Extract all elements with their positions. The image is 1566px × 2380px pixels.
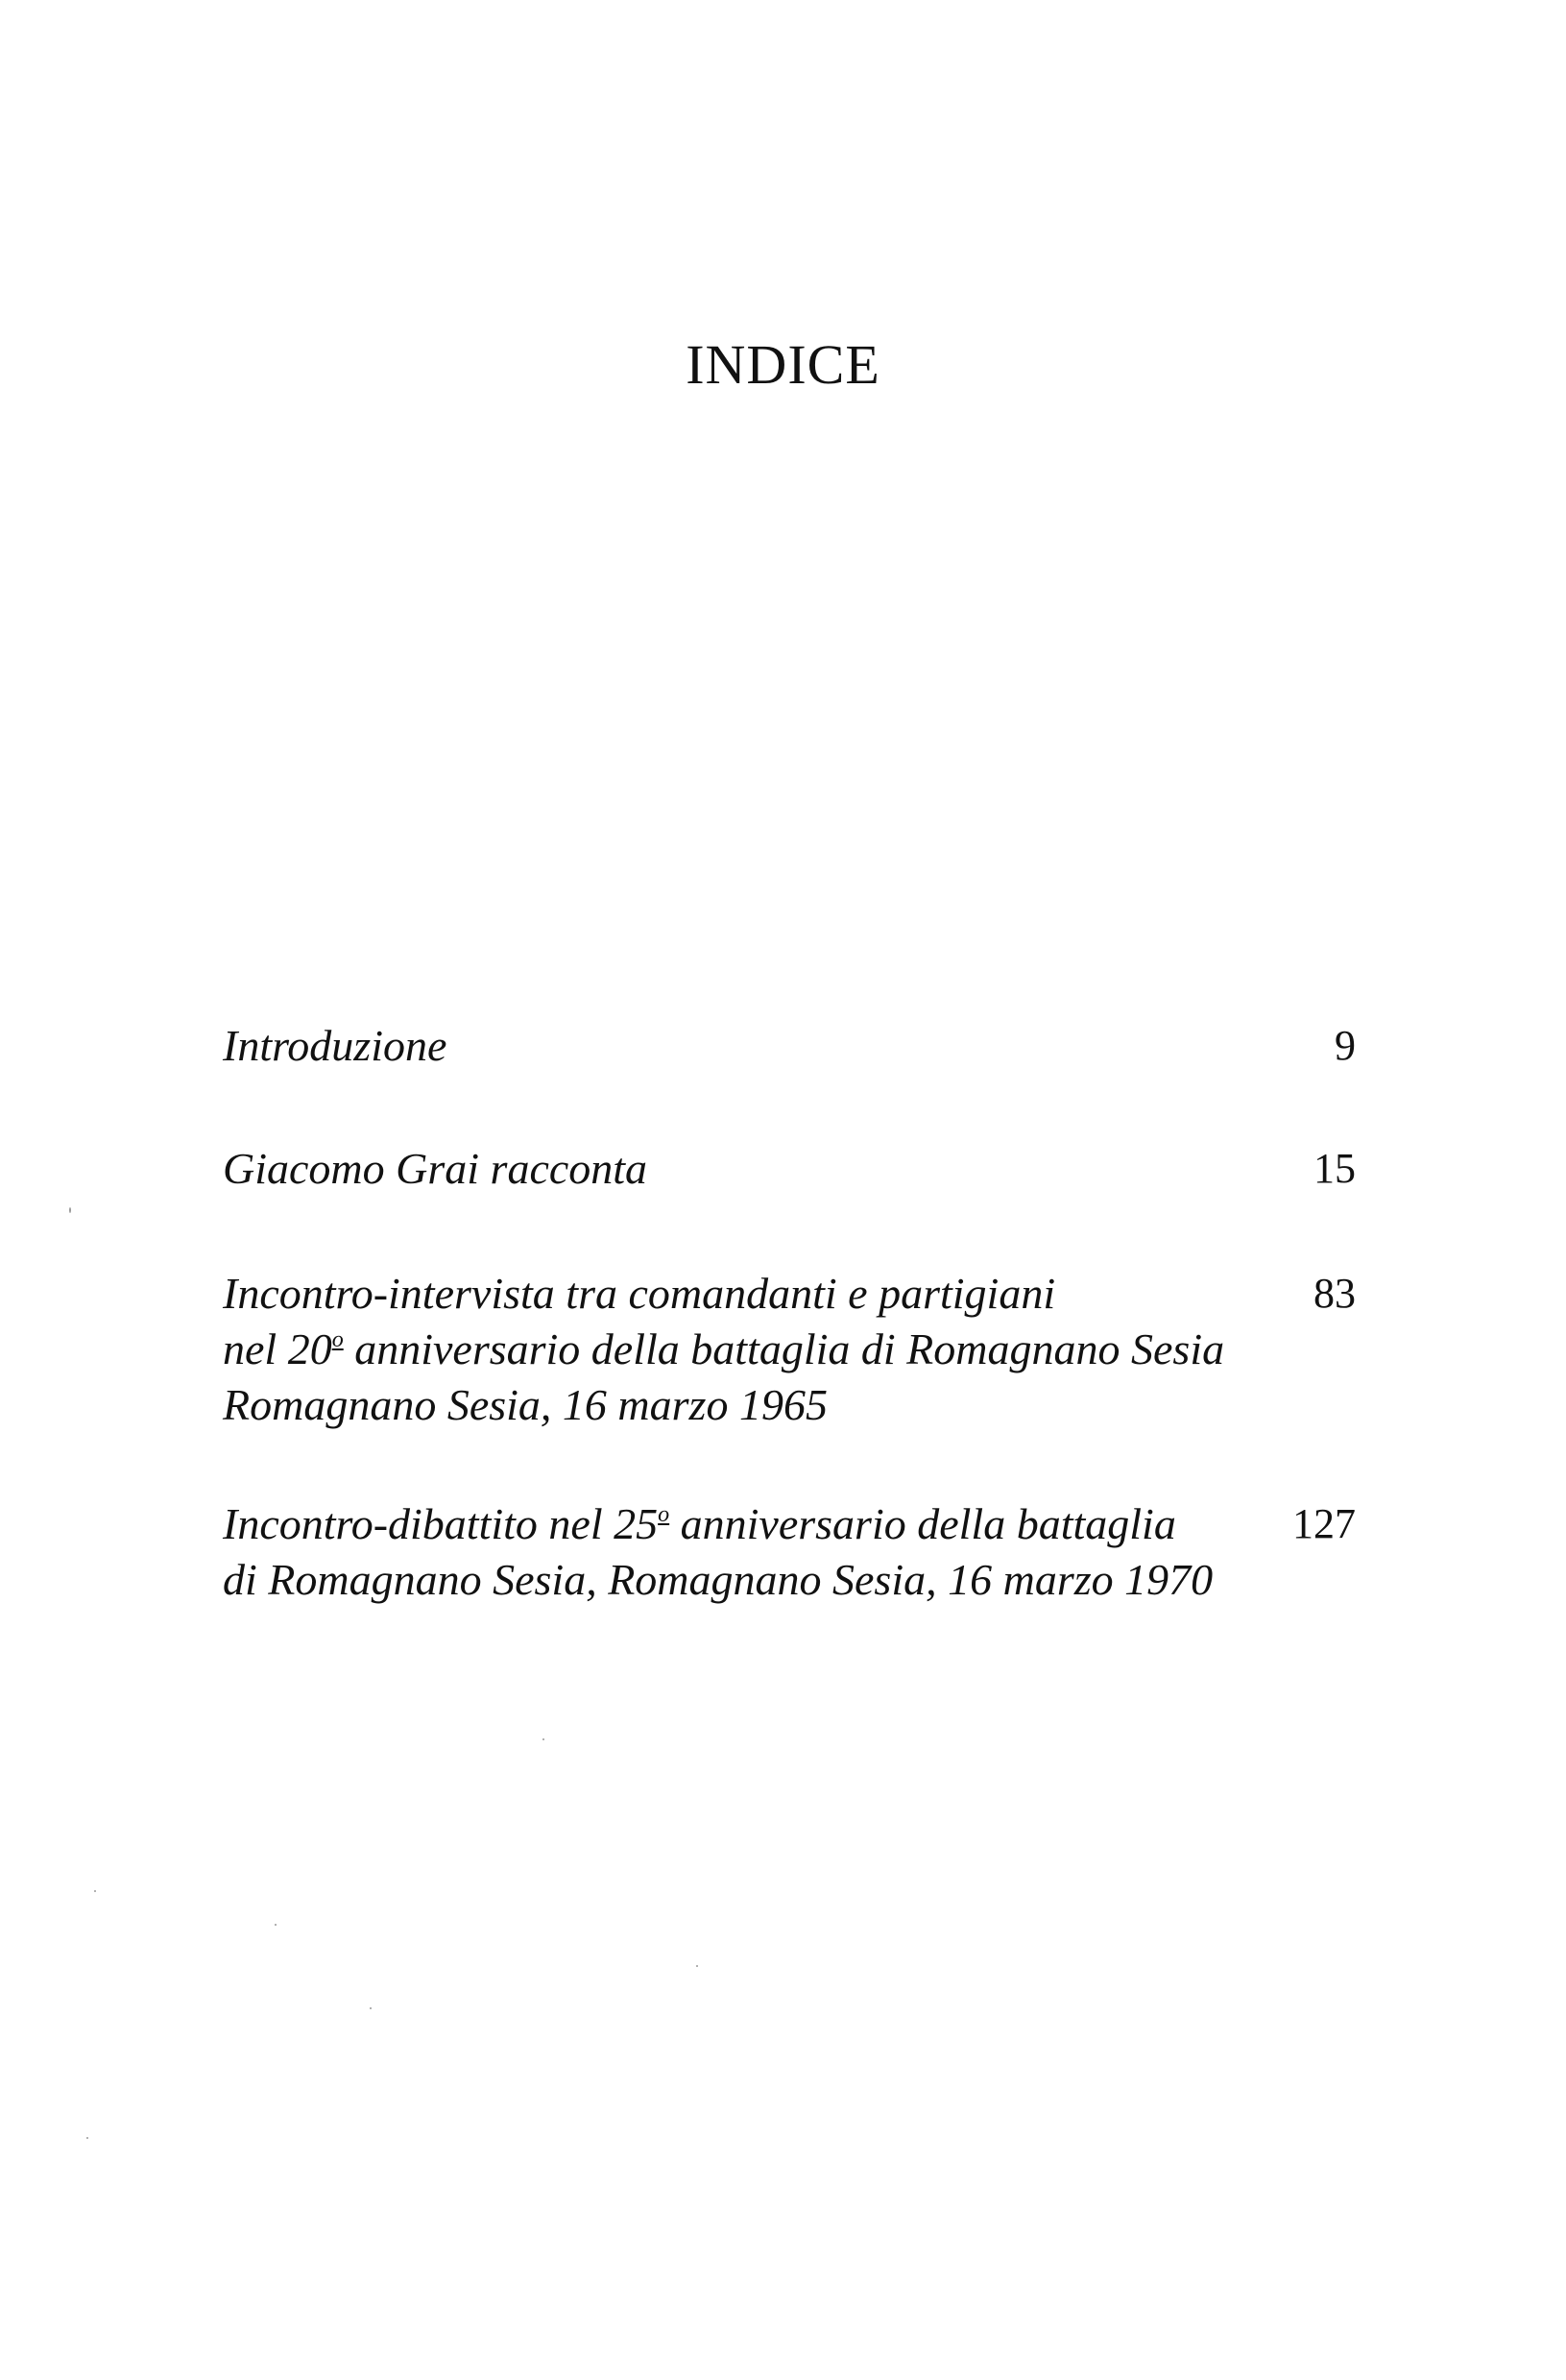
toc-line-text: anniversario della battaglia di Romagnano Sesia — [343, 1324, 1225, 1373]
toc-entry-line: Introduzione — [223, 1021, 447, 1070]
toc-entry-line: di Romagnano Sesia, Romagnano Sesia, 16 marzo 1970 — [223, 1555, 1214, 1604]
scan-speck — [370, 2007, 372, 2009]
toc-line-text: anniversario della battaglia — [669, 1499, 1176, 1548]
toc-page-number: 83 — [1313, 1270, 1356, 1317]
toc-entry-line — [223, 1322, 1241, 1377]
toc-line-text: nel 20 — [223, 1324, 332, 1373]
toc-entry-line — [223, 1496, 1241, 1552]
scan-speck — [69, 1207, 71, 1213]
scan-speck — [86, 2137, 88, 2139]
scan-speck — [275, 1924, 277, 1926]
page-title: INDICE — [686, 333, 880, 396]
toc-page-number: 9 — [1335, 1022, 1356, 1069]
toc-entry-line: Incontro-intervista tra comandanti e partigiani — [223, 1269, 1056, 1318]
toc-entry-title — [223, 1141, 1241, 1197]
ordinal-indicator: o — [331, 1327, 344, 1352]
toc-line-text: Incontro-dibattito nel 25 — [223, 1499, 659, 1548]
toc-entry-title — [223, 1018, 1241, 1074]
ordinal-indicator: o — [658, 1502, 670, 1527]
toc-entry-title — [223, 1496, 1241, 1608]
toc-entry-title — [223, 1266, 1241, 1433]
toc-page-number: 15 — [1313, 1145, 1356, 1192]
toc-entry-line: Romagnano Sesia, 16 marzo 1965 — [223, 1380, 828, 1429]
toc-entry-line: Giacomo Grai racconta — [223, 1144, 648, 1193]
scan-speck — [94, 1890, 96, 1892]
toc-page-number: 127 — [1292, 1500, 1356, 1547]
scan-speck — [696, 1965, 698, 1967]
scan-speck — [542, 1738, 544, 1740]
